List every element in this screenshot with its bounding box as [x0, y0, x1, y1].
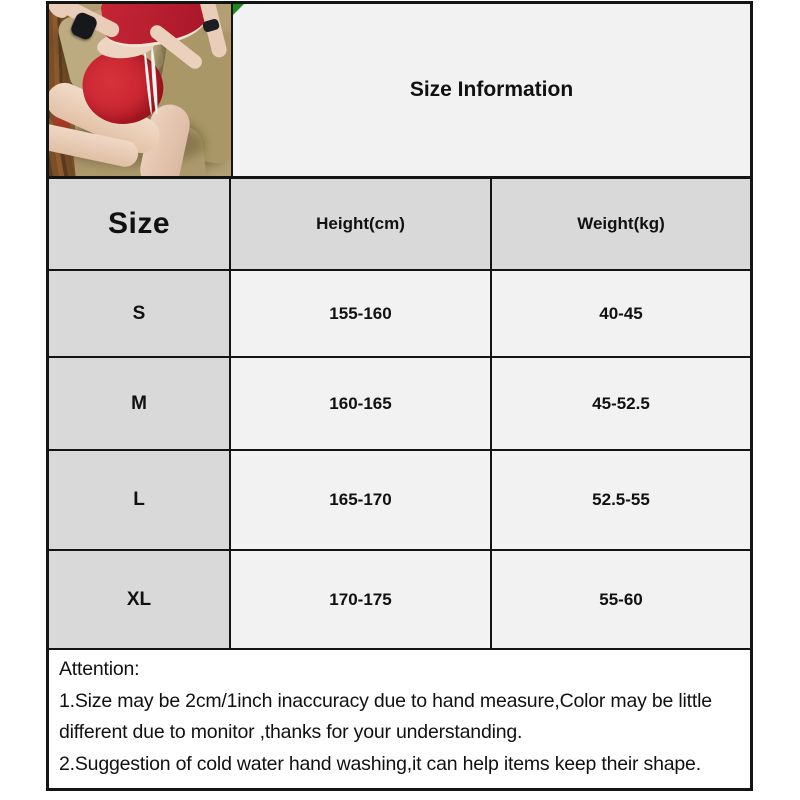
weight-cell: 40-45: [492, 271, 750, 356]
table-header-row: [49, 179, 750, 271]
table-row: [49, 271, 750, 358]
weight-cell: 55-60: [492, 551, 750, 648]
height-cell: 160-165: [231, 358, 492, 449]
title-row: [49, 4, 750, 179]
size-chart-sheet: [46, 1, 753, 791]
size-cell: S: [49, 271, 231, 356]
weight-cell: 52.5-55: [492, 451, 750, 549]
table-row: [49, 451, 750, 551]
attention-note: 1.Size may be 2cm/1inch inaccuracy due to hand measure,Color may be little different due to monitor ,thanks for your understanding.: [59, 689, 712, 744]
attention-note: 2.Suggestion of cold water hand washing,it can help items keep their shape.: [59, 752, 701, 775]
weight-cell: 45-52.5: [492, 358, 750, 449]
height-cell: 170-175: [231, 551, 492, 648]
attention-heading: Attention:: [59, 658, 140, 680]
height-cell: 155-160: [231, 271, 492, 356]
green-corner-marker-icon: [233, 4, 244, 15]
table-row: [49, 551, 750, 650]
header-size: Size: [49, 179, 231, 269]
header-height: Height(cm): [231, 179, 492, 269]
size-cell: M: [49, 358, 231, 449]
page-title: Size Information: [409, 78, 574, 101]
table-row: [49, 358, 750, 451]
size-cell: L: [49, 451, 231, 549]
title-cell: [233, 4, 750, 176]
product-photo: [49, 4, 233, 176]
height-cell: 165-170: [231, 451, 492, 549]
attention-block: [49, 650, 750, 788]
header-weight: Weight(kg): [492, 179, 750, 269]
size-cell: XL: [49, 551, 231, 648]
